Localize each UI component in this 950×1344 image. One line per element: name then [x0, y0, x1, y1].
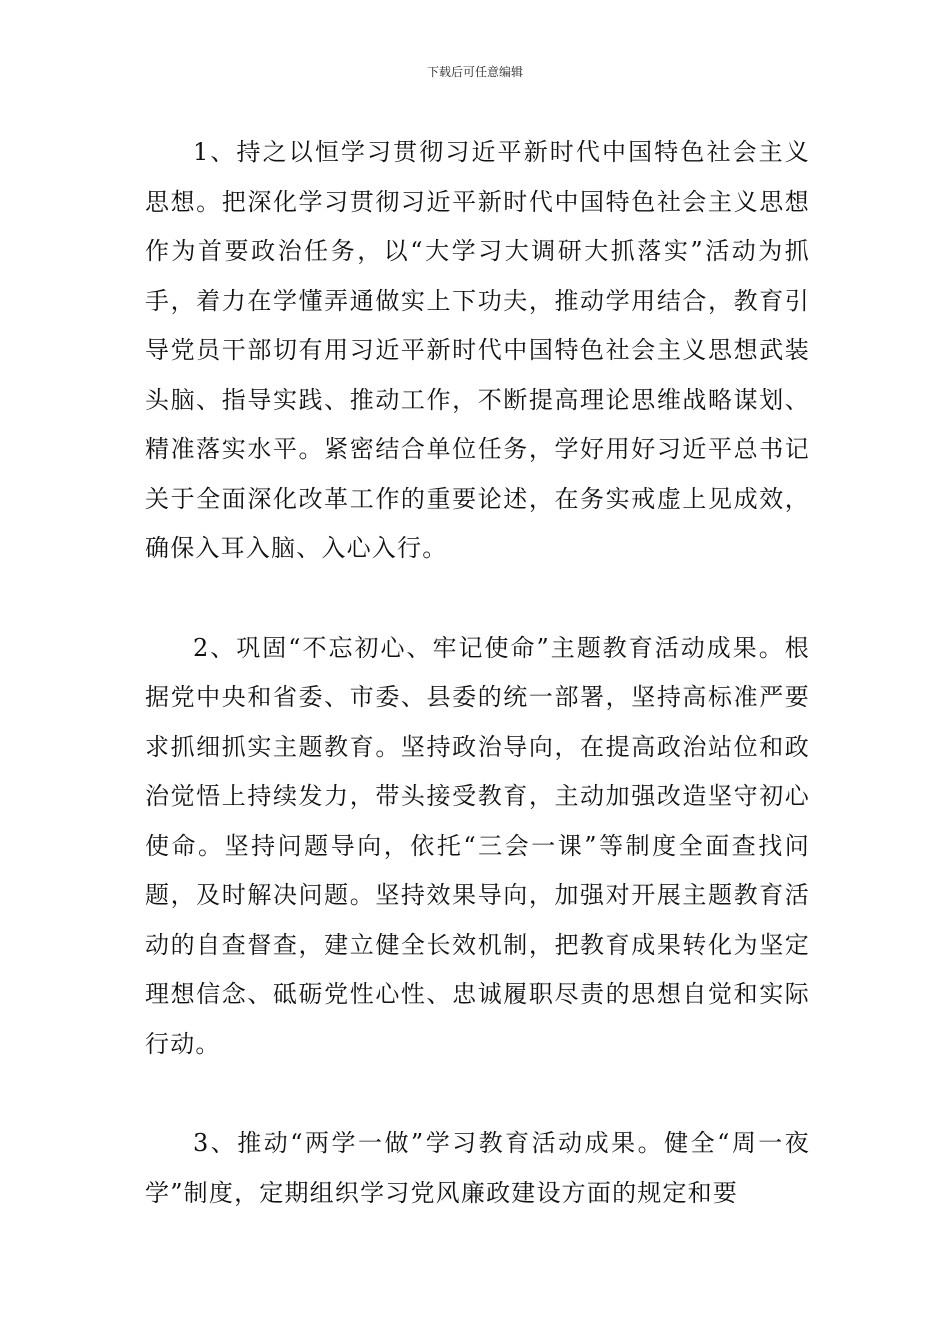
paragraph-2: 2、巩固“不忘初心、牢记使命”主题教育活动成果。根据党中央和省委、市委、县委的统一部署，坚持高标准严要求抓细抓实主题教育。坚持政治导向，在提高政治站位和政治觉悟上持续发力，带头接受教育，主动加强改造坚守初心使命。坚持问题导向，依托“三会一课”等制度全面查找问题，及时解决问题。坚持效果导向，加强对开展主题教育活动的自查督查，建立健全长效机制，把教育成果转化为坚定理想信念、砥砺党性心性、忠诚履职尽责的思想自觉和实际行动。: [145, 633, 810, 1058]
page-header: 下载后可任意编辑: [426, 65, 523, 79]
document-body: [145, 128, 810, 1218]
paragraph-3: 3、推动“两学一做”学习教育活动成果。健全“周一夜学”制度，定期组织学习党风廉政建设方面的规定和要: [145, 1129, 810, 1207]
paragraph-1: 1、持之以恒学习贯彻习近平新时代中国特色社会主义思想。把深化学习贯彻习近平新时代中国特色社会主义思想作为首要政治任务，以“大学习大调研大抓落实”活动为抓手，着力在学懂弄通做实上下功夫，推动学用结合，教育引导党员干部切有用习近平新时代中国特色社会主义思想武装头脑、指导实践、推动工作，不断提高理论思维战略谋划、精准落实水平。紧密结合单位任务，学好用好习近平总书记关于全面深化改革工作的重要论述，在务实戒虚上见成效，确保入耳入脑、入心入行。: [145, 138, 810, 562]
